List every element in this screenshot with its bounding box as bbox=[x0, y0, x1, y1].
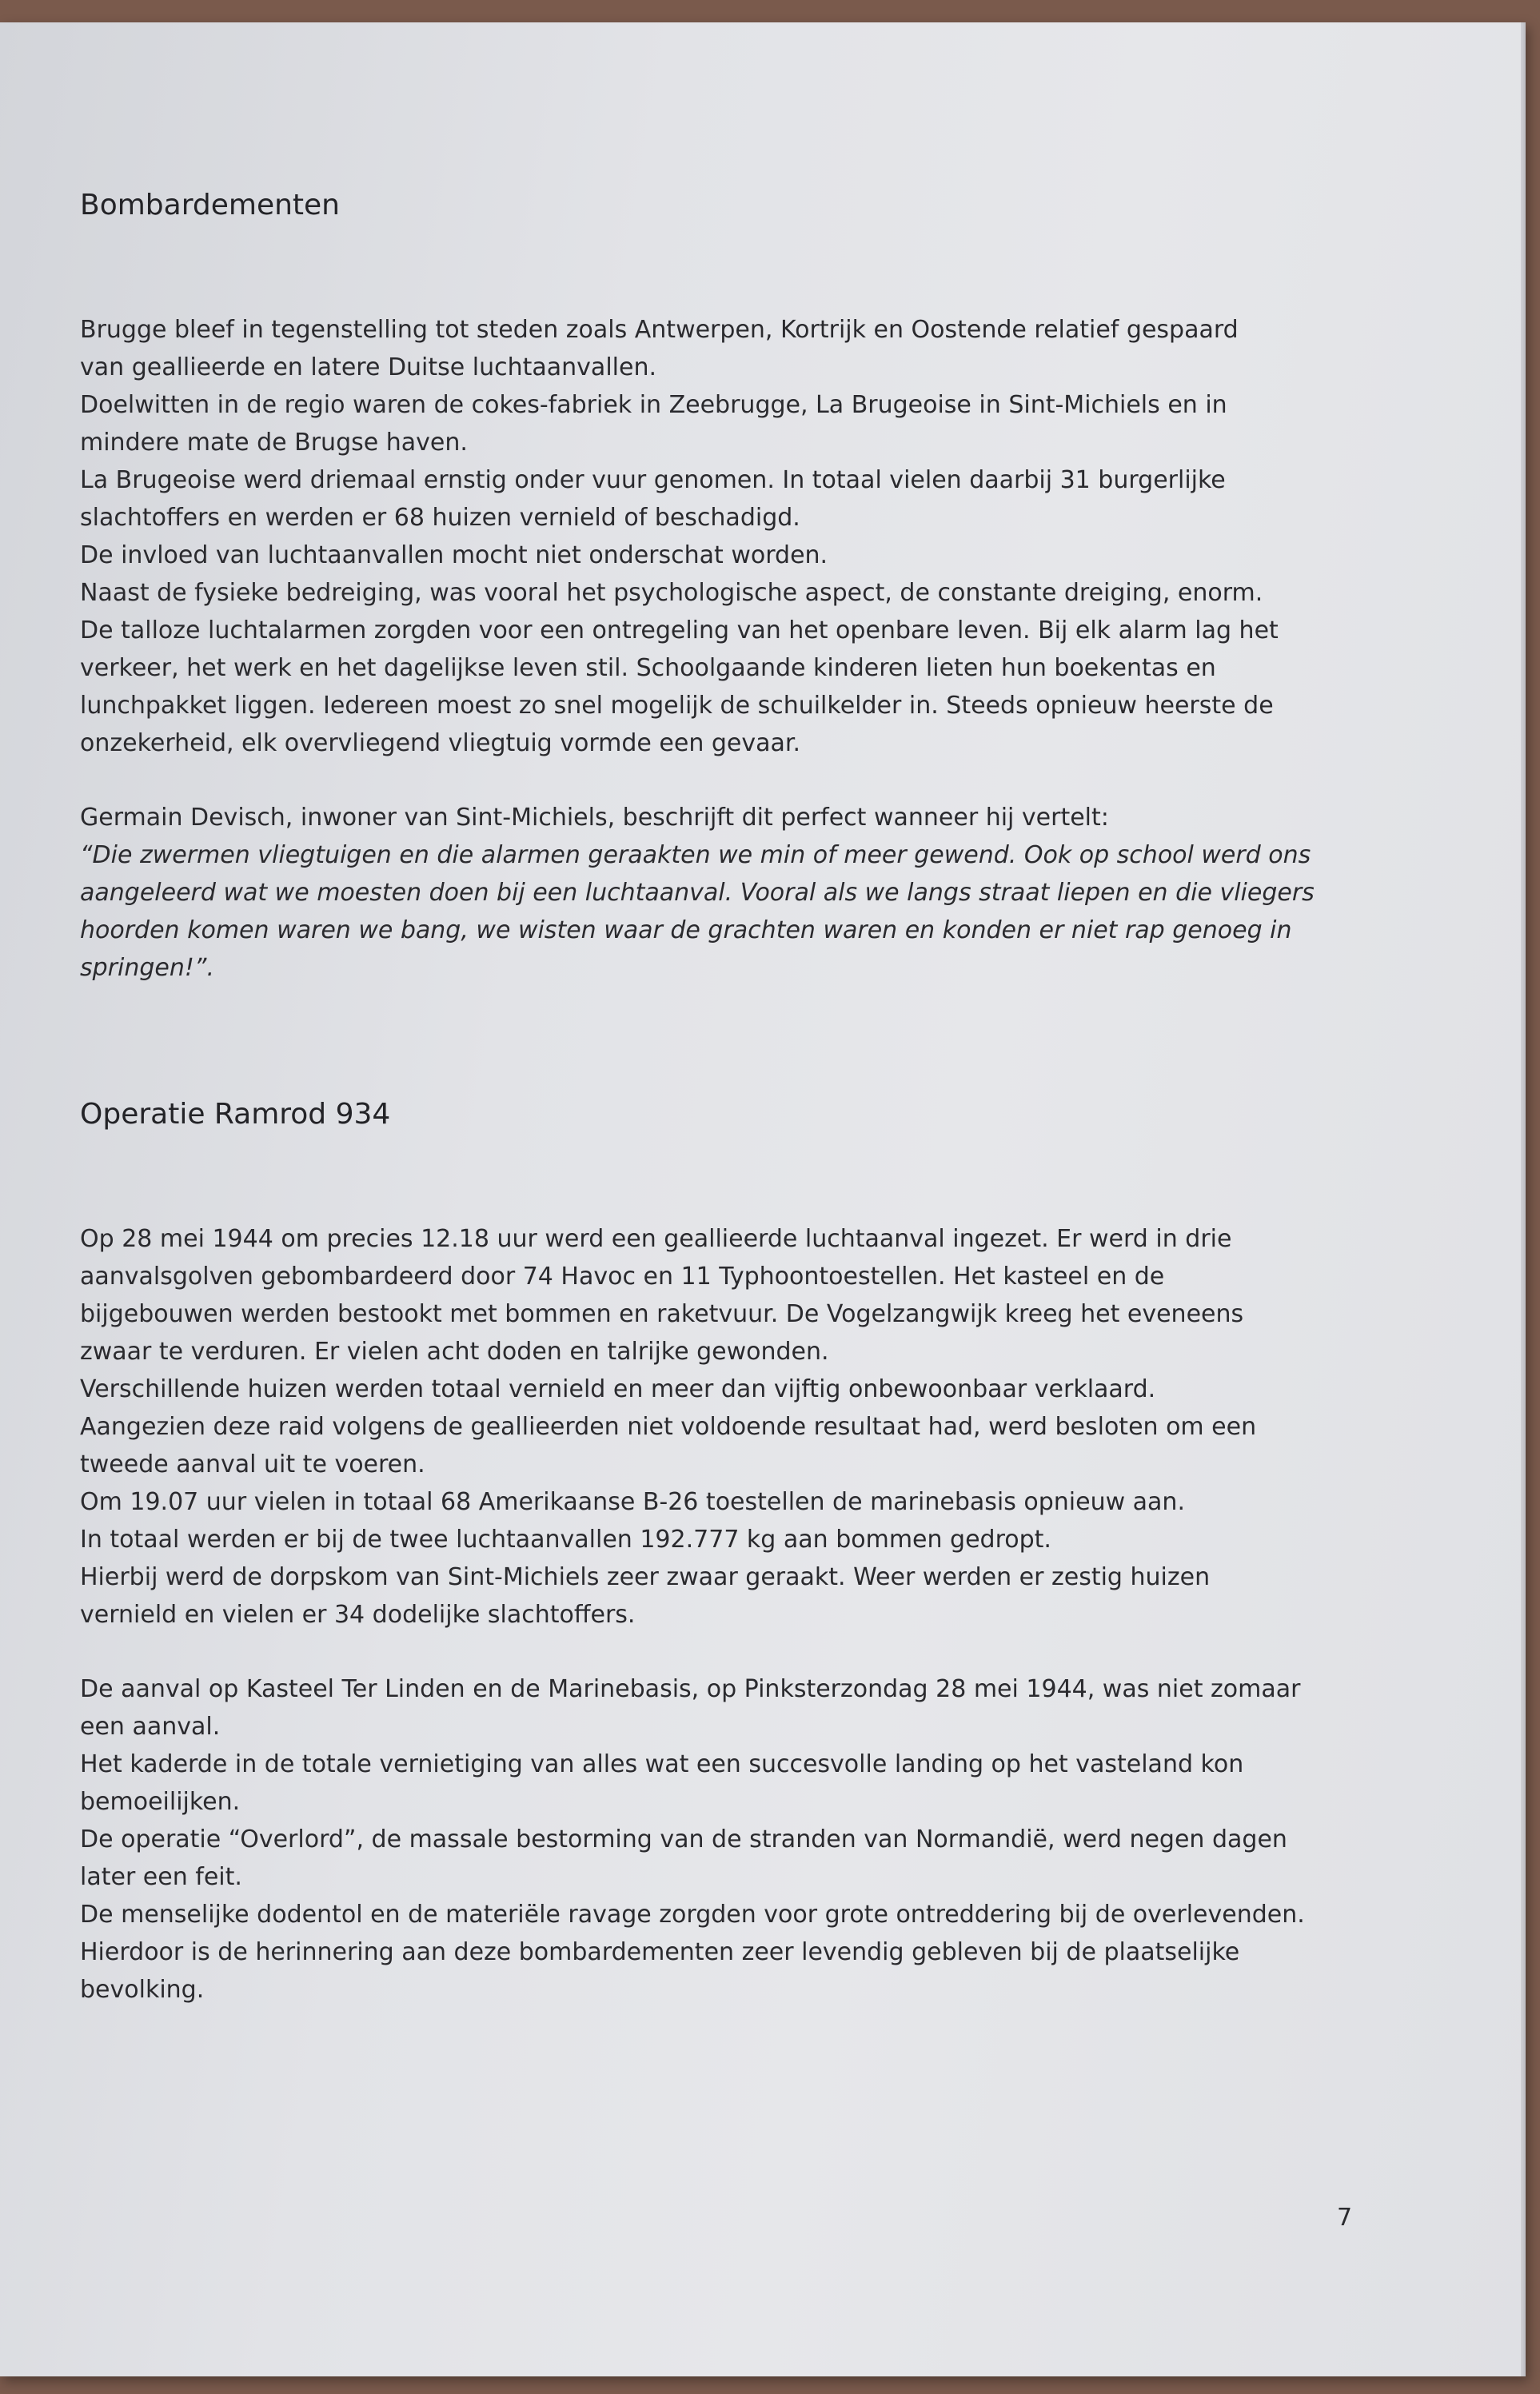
paragraph-bombardementen-intro: Brugge bleef in tegenstelling tot steden zoals Antwerpen, Kortrijk en Oostende relatief gespaard van geallieerde en latere Duitse luchtaanvallen. Doelwitten in de regio waren de cokes-fabriek in Zeebrugge, La Brugeoise in Sint-Michiels en in mindere mate de Brugse haven. La Brugeoise werd driemaal ernstig onder vuur genomen. In totaal vielen daarbij 31 burgerlijke slachtoffers en werden er 68 huizen vernield of beschadigd. De invloed van luchtaanvallen mocht niet onderschat worden. Naast de fysieke bedreiging, was vooral het psychologische aspect, de constante dreiging, enorm. De talloze luchtalarmen zorgden voor een ontregeling van het openbare leven. Bij elk alarm lag het verkeer, het werk en het dagelijkse leven stil. Schoolgaande kinderen lieten hun boekentas en lunchpakket liggen. Iedereen moest zo snel mogelijk de schuilkelder in. Steeds opnieuw heerste de onzekerheid, elk overvliegend vliegtuig vormde een gevaar. bbox=[80, 316, 1279, 757]
quote-germain-devisch: “Die zwermen vliegtuigen en die alarmen geraakten we min of meer gewend. Ook op school werd ons aangeleerd wat we moesten doen bij een luchtaanval. Vooral als we langs straat liepen en die vliegers hoorden komen waren we bang, we wisten waar de grachten waren en konden er niet rap genoeg in springen!”. bbox=[80, 841, 1315, 982]
document-page bbox=[0, 22, 1526, 2376]
page-content bbox=[80, 186, 1391, 2009]
paragraph-ramrod-attack: Op 28 mei 1944 om precies 12.18 uur werd een geallieerde luchtaanval ingezet. Er werd in drie aanvalsgolven gebombardeerd door 74 Havoc en 11 Typhoontoestellen. Het kasteel en de bijgebouwen werden bestookt met bommen en raketvuur. De Vogelzangwijk kreeg het eveneens zwaar te verduren. Er vielen acht doden en talrijke gewonden. Verschillende huizen werden totaal vernield en meer dan vijftig onbewoonbaar verklaard. Aangezien deze raid volgens de geallieerden niet voldoende resultaat had, werd besloten om een tweede aanval uit te voeren. Om 19.07 uur vielen in totaal 68 Amerikaanse B-26 toestellen de marinebasis opnieuw aan. In totaal werden er bij de twee luchtaanvallen 192.777 kg aan bommen gedropt. Hierbij werd de dorpskom van Sint-Michiels zeer zwaar geraakt. Weer werden er zestig huizen vernield en vielen er 34 dodelijke slachtoffers. bbox=[80, 1225, 1257, 1629]
page-number: 7 bbox=[1337, 2204, 1353, 2232]
paragraph-ramrod-context: De aanval op Kasteel Ter Linden en de Marinebasis, op Pinksterzondag 28 mei 1944, was niet zomaar een aanval. Het kaderde in de totale vernietiging van alles wat een succesvolle landing op het vasteland kon bemoeilijken. De operatie “Overlord”, de massale bestorming van de stranden van Normandië, werd negen dagen later een feit. De menselijke dodentol en de materiële ravage zorgden voor grote ontreddering bij de overlevenden. Hierdoor is de herinnering aan deze bombardementen zeer levendig gebleven bij de plaatselijke bevolking. bbox=[80, 1675, 1305, 2004]
section-title-operatie-ramrod: Operatie Ramrod 934 bbox=[80, 1098, 391, 1131]
section-title-bombardementen: Bombardementen bbox=[80, 189, 340, 221]
paragraph-germain-devisch: Germain Devisch, inwoner van Sint-Michiels, beschrijft dit perfect wanneer hij vertelt: bbox=[80, 804, 1109, 832]
page-edge bbox=[1521, 22, 1526, 2376]
